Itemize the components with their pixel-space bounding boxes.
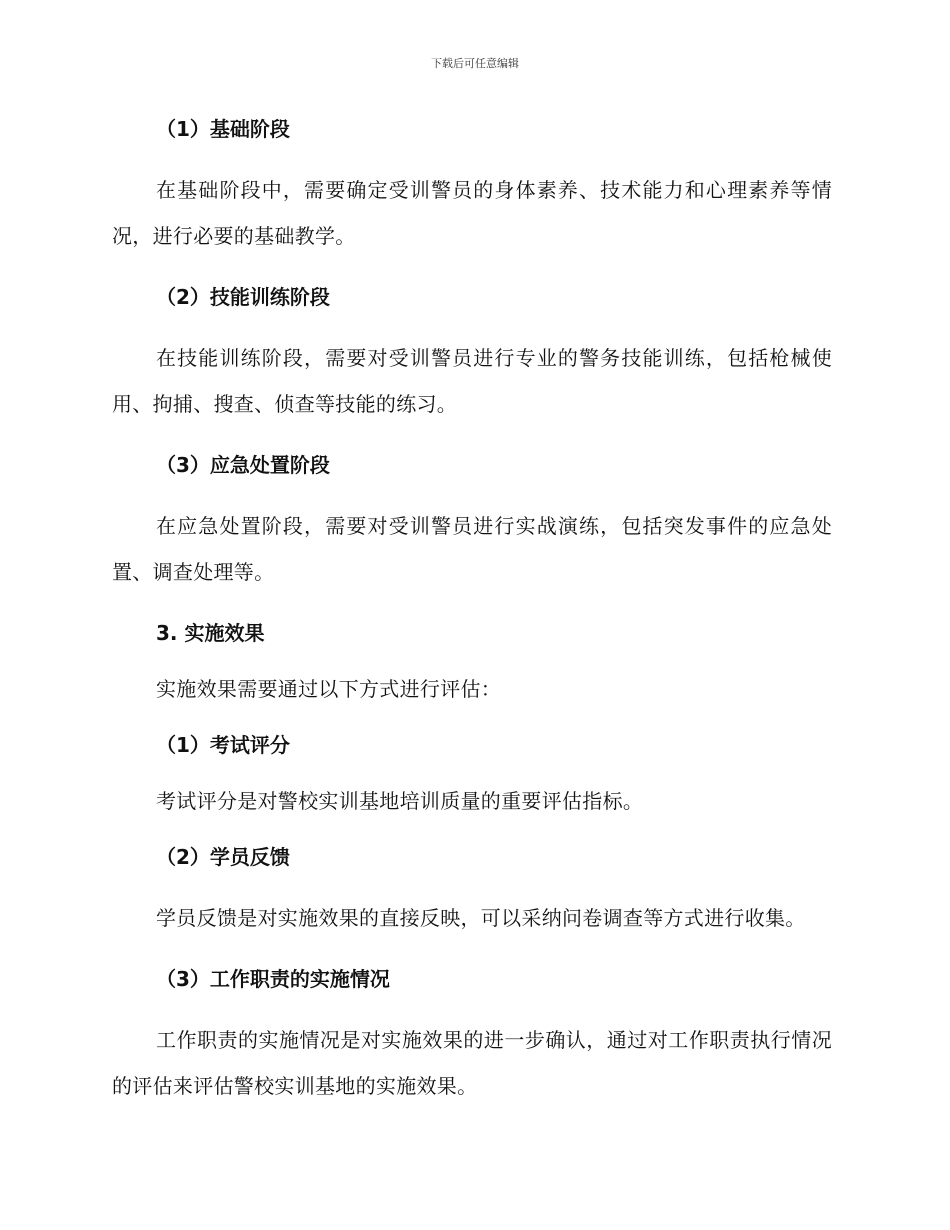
section-heading-emergency-handling: （3）应急处置阶段 [156, 453, 330, 477]
section-heading-exam-scoring: （1）考试评分 [156, 733, 290, 757]
section-heading-skill-training: （2）技能训练阶段 [156, 285, 330, 309]
section-heading-student-feedback: （2）学员反馈 [156, 845, 290, 869]
paragraph-exam-scoring: 考试评分是对警校实训基地培训质量的重要评估指标。 [156, 789, 644, 813]
document-body [112, 111, 832, 1129]
paragraph-evaluation-intro: 实施效果需要通过以下方式进行评估： [156, 677, 502, 701]
paragraph-emergency-handling: 在应急处置阶段，需要对受训警员进行实战演练，包括突发事件的应急处置、调查处理等。 [112, 514, 832, 584]
section-heading-job-duties: （3）工作职责的实施情况 [156, 967, 390, 991]
page-header-note: 下载后可任意编辑 [431, 57, 519, 70]
paragraph-job-duties: 工作职责的实施情况是对实施效果的进一步确认，通过对工作职责执行情况的评估来评估警校实训基地的实施效果。 [112, 1028, 832, 1098]
paragraph-student-feedback: 学员反馈是对实施效果的直接反映，可以采纳问卷调查等方式进行收集。 [156, 906, 806, 930]
paragraph-basic-stage: 在基础阶段中，需要确定受训警员的身体素养、技术能力和心理素养等情况，进行必要的基础教学。 [112, 178, 832, 248]
paragraph-skill-training: 在技能训练阶段，需要对受训警员进行专业的警务技能训练，包括枪械使用、拘捕、搜查、侦查等技能的练习。 [112, 346, 832, 416]
section-heading-basic-stage: （1）基础阶段 [156, 117, 290, 141]
section-heading-implementation-effect: 3. 实施效果 [156, 621, 265, 645]
